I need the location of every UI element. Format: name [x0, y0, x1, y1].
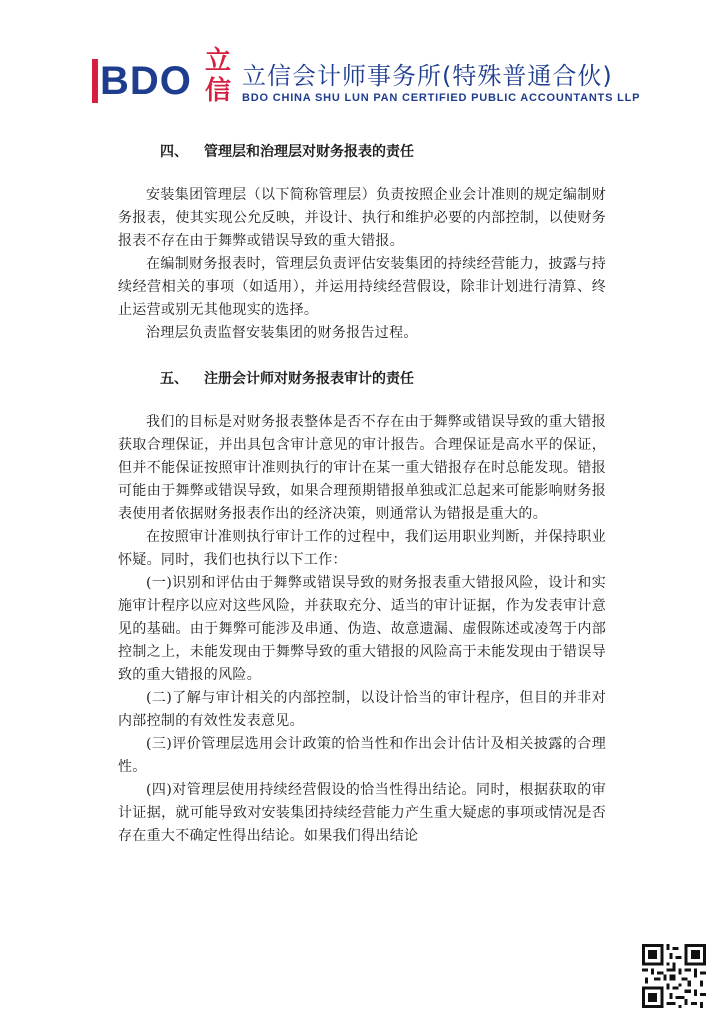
section-number: 四、 — [160, 144, 188, 160]
paragraph: 在按照审计准则执行审计工作的过程中，我们运用职业判断，并保持职业怀疑。同时，我们也执行以下工作： — [118, 529, 606, 568]
bdo-logo — [92, 52, 204, 110]
paragraph: 我们的目标是对财务报表整体是否不存在由于舞弊或错误导致的重大错报获取合理保证，并出具包含审计意见的审计报告。合理保证是高水平的保证，但并不能保证按照审计准则执行的审计在某一重大错报存在时总能发现。错报可能由于舞弊或错误导致，如果合理预期错报单独或汇总起来可能影响财务报表使用者依据财务报表作出的经济决策，则通常认为错报是重大的。 — [118, 414, 606, 522]
paragraph: 在编制财务报表时，管理层负责评估安装集团的持续经营能力，披露与持续经营相关的事项（如适用），并运用持续经营假设，除非计划进行清算、终止运营或别无其他现实的选择。 — [118, 256, 606, 318]
logo-text: BDO — [100, 59, 192, 103]
paragraph: (四)对管理层使用持续经营假设的恰当性得出结论。同时，根据获取的审计证据，就可能导致对安装集团持续经营能力产生重大疑虑的事项或情况是否存在重大不确定性得出结论。如果我们得出结论 — [118, 782, 606, 844]
document-body — [118, 140, 606, 848]
paragraph: (三)评价管理层选用会计政策的恰当性和作出会计估计及相关披露的合理性。 — [118, 736, 606, 775]
firm-name-english: BDO CHINA SHU LUN PAN CERTIFIED PUBLIC ACCOUNTANTS LLP — [242, 92, 641, 104]
letterhead — [92, 46, 692, 116]
section-heading — [118, 140, 606, 164]
qr-code — [642, 944, 706, 1008]
firm-name-chinese: 立信会计师事务所(特殊普通合伙) — [242, 62, 613, 90]
section-title: 注册会计师对财务报表审计的责任 — [204, 371, 414, 387]
paragraph: (二)了解与审计相关的内部控制，以设计恰当的审计程序，但目的并非对内部控制的有效性发表意见。 — [118, 690, 606, 729]
section-heading — [118, 367, 606, 391]
section-title: 管理层和治理层对财务报表的责任 — [204, 144, 414, 160]
paragraph: 治理层负责监督安装集团的财务报告过程。 — [146, 325, 418, 341]
logo-bar — [92, 59, 98, 103]
paragraph: (一)识别和评估由于舞弊或错误导致的财务报表重大错报风险，设计和实施审计程序以应对这些风险，并获取充分、适当的审计证据，作为发表审计意见的基础。由于舞弊可能涉及串通、伪造、故意遗漏、虚假陈述或凌驾于内部控制之上，未能发现由于舞弊导致的重大错报的风险高于未能发现由于错误导致的重大错报的风险。 — [118, 575, 606, 683]
qr-code-icon — [642, 944, 706, 1008]
section-number: 五、 — [160, 371, 188, 387]
lixin-calligraphy-logo: 立信 — [204, 46, 231, 106]
paragraph: 安装集团管理层（以下简称管理层）负责按照企业会计准则的规定编制财务报表，使其实现公允反映，并设计、执行和维护必要的内部控制，以使财务报表不存在由于舞弊或错误导致的重大错报。 — [118, 187, 606, 249]
